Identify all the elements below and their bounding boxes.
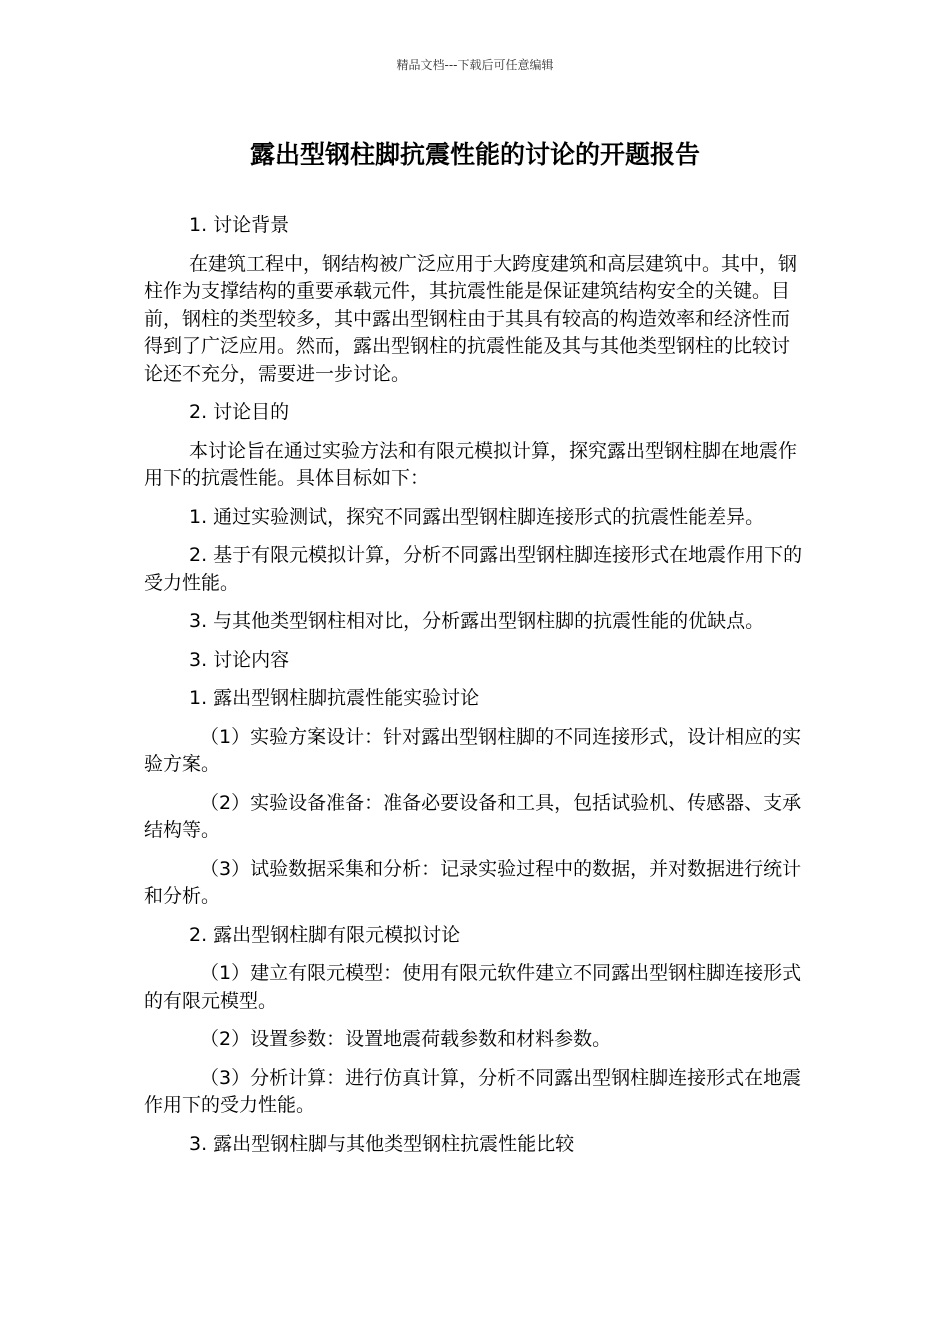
paragraph: （3）试验数据采集和分析：记录实验过程中的数据，并对数据进行统计和分析。 [144,857,802,907]
paragraph: （1）建立有限元模型：使用有限元软件建立不同露出型钢柱脚连接形式的有限元模型。 [144,962,802,1012]
section-heading: 3. 讨论内容 [189,648,290,671]
document-body [144,212,808,1169]
paragraph: （2）实验设备准备：准备必要设备和工具，包括试验机、传感器、支承结构等。 [144,791,802,841]
header-note: 精品文档---下载后可任意编辑 [396,58,554,72]
document-title: 露出型钢柱脚抗震性能的讨论的开题报告 [249,140,700,169]
section-heading: 1. 讨论背景 [189,214,290,236]
paragraph: 在建筑工程中，钢结构被广泛应用于大跨度建筑和高层建筑中。其中，钢柱作为支撑结构的重要承载元件，其抗震性能是保证建筑结构安全的关键。目前，钢柱的类型较多，其中露出型钢柱由于其具有较高的构造效率和经济性而得到了广泛应用。然而，露出型钢柱的抗震性能及其与其他类型钢柱的比较讨论还不充分，需要进一步讨论。 [144,252,798,385]
paragraph: 本讨论旨在通过实验方法和有限元模拟计算，探究露出型钢柱脚在地震作用下的抗震性能。具体目标如下： [144,439,798,489]
paragraph: （3）分析计算：进行仿真计算，分析不同露出型钢柱脚连接形式在地震作用下的受力性能。 [144,1066,802,1116]
paragraph: 3. 与其他类型钢柱相对比，分析露出型钢柱脚的抗震性能的优缺点。 [189,610,765,632]
section-heading: 2. 讨论目的 [189,401,290,423]
section-heading: 2. 露出型钢柱脚有限元模拟讨论 [189,923,461,946]
paragraph: （1）实验方案设计：针对露出型钢柱脚的不同连接形式，设计相应的实验方案。 [144,725,802,775]
paragraph: 1. 通过实验测试，探究不同露出型钢柱脚连接形式的抗震性能差异。 [189,505,765,528]
section-heading: 1. 露出型钢柱脚抗震性能实验讨论 [189,687,480,709]
paragraph: 2. 基于有限元模拟计算，分析不同露出型钢柱脚连接形式在地震作用下的受力性能。 [144,544,803,594]
section-heading: 3. 露出型钢柱脚与其他类型钢柱抗震性能比较 [189,1132,575,1155]
paragraph: （2）设置参数：设置地震荷载参数和材料参数。 [200,1028,612,1050]
